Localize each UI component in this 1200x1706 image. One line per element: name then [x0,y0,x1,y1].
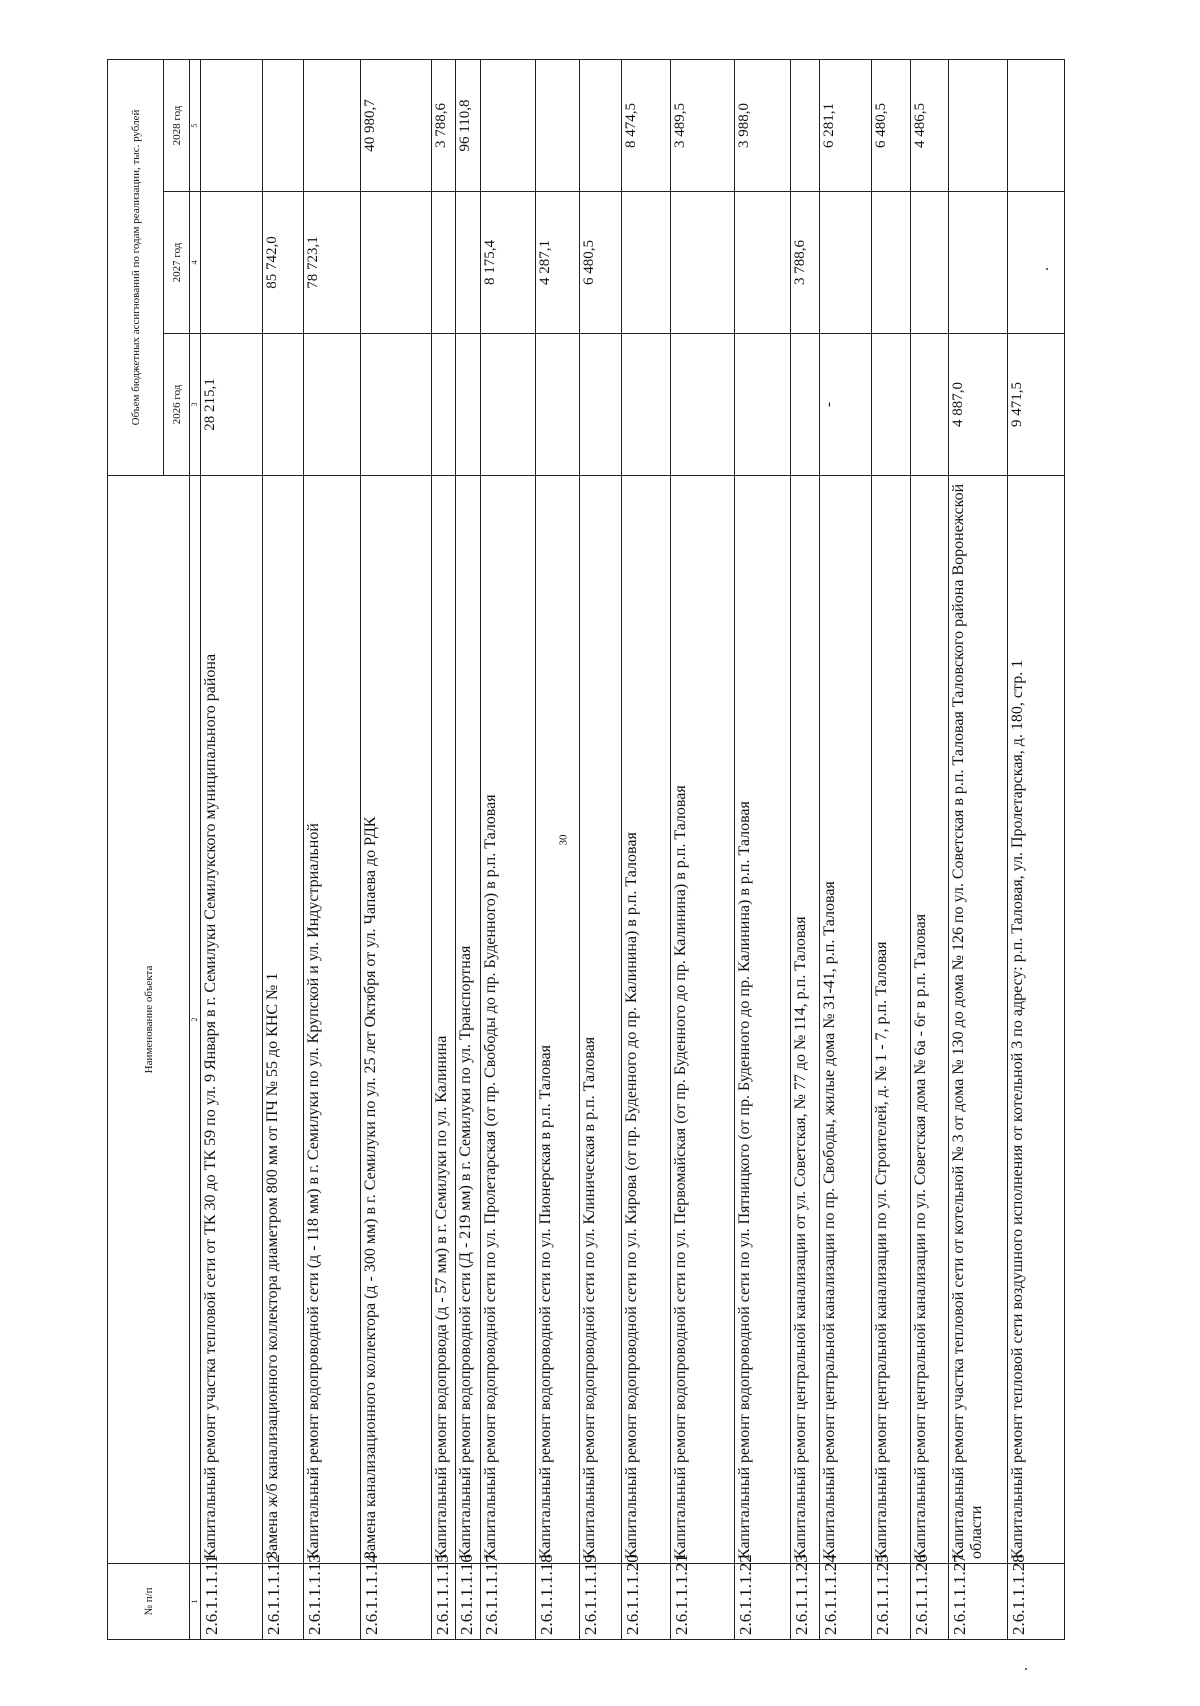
header-year-2028: 2028 год [164,59,190,191]
value-2027 [671,192,735,334]
column-number: 3 [190,334,201,476]
table-row [948,59,1007,1639]
value-2027 [820,192,872,334]
value-2026: 9 471,5 [1007,334,1064,476]
value-2027 [1007,192,1064,334]
table-row [621,59,670,1639]
value-2028 [791,59,820,191]
rotated-table-wrapper [107,60,1065,1640]
value-2027: 3 788,6 [791,192,820,334]
object-name: Замена ж/б канализационного коллектора диаметром 800 мм от ПЧ № 55 до КНС № 1 [263,476,304,1564]
table-row [535,59,579,1639]
value-2026 [263,334,304,476]
table-row [911,59,949,1639]
row-number: 2.6.1.1.1.26 [911,1564,949,1640]
object-name: Капитальный ремонт центральной канализации по ул. Советская дома № 6а - 6г в р.п. Таловая [911,476,949,1564]
object-name: Капитальный ремонт участка тепловой сети от ТК 30 до ТК 59 по ул. 9 Января в г. Семилуки Семилукского муниципального района [201,476,263,1564]
row-number: 2.6.1.1.1.25 [871,1564,911,1640]
column-number: 1 [190,1564,201,1640]
value-2027 [431,192,456,334]
column-number: 4 [190,192,201,334]
table-row [431,59,456,1639]
table-row [735,59,791,1639]
value-2028 [1007,59,1064,191]
row-number: 2.6.1.1.1.22 [735,1564,791,1640]
table-row [871,59,911,1639]
object-name: Капитальный ремонт водопроводной сети по ул. Первомайская (от пр. Буденного до пр. Калинина) в р.п. Таловая [671,476,735,1564]
value-2026 [456,334,481,476]
value-2026 [791,334,820,476]
table-row [671,59,735,1639]
value-2026: - [820,334,872,476]
value-2026 [481,334,536,476]
value-2027 [360,192,431,334]
value-2028 [481,59,536,191]
value-2028: 96 110,8 [456,59,481,191]
row-number: 2.6.1.1.1.11 [201,1564,263,1640]
value-2028: 8 474,5 [621,59,670,191]
row-number: 2.6.1.1.1.16 [456,1564,481,1640]
value-2027 [911,192,949,334]
value-2027: 6 480,5 [579,192,621,334]
header-name: Наименование объекта [108,476,190,1564]
table-row [820,59,872,1639]
table-row [360,59,431,1639]
value-2026 [535,334,579,476]
value-2026 [735,334,791,476]
value-2027: 78 723,1 [304,192,361,334]
object-name: Замена канализационного коллектора (д - 300 мм) в г. Семилуки по ул. 25 лет Октября от ул. Чапаева до РДК [360,476,431,1564]
row-number: 2.6.1.1.1.18 [535,1564,579,1640]
value-2028: 3 788,6 [431,59,456,191]
table-row [481,59,536,1639]
row-number: 2.6.1.1.1.21 [671,1564,735,1640]
value-2027 [621,192,670,334]
value-2026 [911,334,949,476]
value-2026 [871,334,911,476]
row-number: 2.6.1.1.1.23 [791,1564,820,1640]
value-2028 [579,59,621,191]
table-body [201,59,1065,1639]
row-number: 2.6.1.1.1.20 [621,1564,670,1640]
value-2028 [201,59,263,191]
object-name: Капитальный ремонт центральной канализации по ул. Строителей, д. № 1 - 7, р.п. Таловая [871,476,911,1564]
value-2027: 85 742,0 [263,192,304,334]
value-2027 [201,192,263,334]
row-number: 2.6.1.1.1.15 [431,1564,456,1640]
value-2028 [263,59,304,191]
scan-speck [1025,1668,1027,1670]
value-2028: 40 980,7 [360,59,431,191]
row-number: 2.6.1.1.1.12 [263,1564,304,1640]
object-name: Капитальный ремонт центральной канализации от ул. Советская, № 77 до № 114, р.п. Таловая [791,476,820,1564]
value-2026 [579,334,621,476]
value-2027: 4 287,1 [535,192,579,334]
value-2028 [948,59,1007,191]
value-2026 [621,334,670,476]
row-number: 2.6.1.1.1.28 [1007,1564,1064,1640]
value-2026 [671,334,735,476]
page-number: 30 [557,834,570,846]
value-2028: 3 489,5 [671,59,735,191]
value-2027 [871,192,911,334]
value-2028 [535,59,579,191]
object-name: Капитальный ремонт водопроводной сети по ул. Кирова (от пр. Буденного до пр. Калинина) в р.п. Таловая [621,476,670,1564]
header-year-2026: 2026 год [164,334,190,476]
header-num: № п/п [108,1564,190,1640]
row-number: 2.6.1.1.1.27 [948,1564,1007,1640]
column-number: 5 [190,59,201,191]
budget-table [107,59,1065,1640]
table-row [201,59,263,1639]
value-2028: 6 480,5 [871,59,911,191]
value-2026: 4 887,0 [948,334,1007,476]
object-name: Капитальный ремонт водопроводной сети по ул. Клиническая в р.п. Таловая [579,476,621,1564]
value-2028: 6 281,1 [820,59,872,191]
object-name: Капитальный ремонт водопровода (д - 57 мм) в г. Семилуки по ул. Калинина [431,476,456,1564]
value-2028: 3 988,0 [735,59,791,191]
object-name: Капитальный ремонт водопроводной сети (д - 118 мм) в г. Семилуки по ул. Крупской и ул. Индустриальной [304,476,361,1564]
object-name: Капитальный ремонт центральной канализации по пр. Свободы, жилые дома № 31-41, р.п. Таловая [820,476,872,1564]
value-2026 [431,334,456,476]
row-number: 2.6.1.1.1.14 [360,1564,431,1640]
table-row [791,59,820,1639]
row-number: 2.6.1.1.1.13 [304,1564,361,1640]
row-number: 2.6.1.1.1.24 [820,1564,872,1640]
row-number: 2.6.1.1.1.17 [481,1564,536,1640]
table-row [579,59,621,1639]
scan-speck [1046,268,1048,270]
object-name: Капитальный ремонт водопроводной сети (Д - 219 мм) в г. Семилуки по ул. Транспортная [456,476,481,1564]
object-name: Капитальный ремонт участка тепловой сети от котельной № 3 от дома № 130 до дома № 126 по ул. Советская в р.п. Таловая Таловского района Воронежской области [948,476,1007,1564]
value-2026 [360,334,431,476]
value-2028: 4 486,5 [911,59,949,191]
table-row [263,59,304,1639]
value-2027 [948,192,1007,334]
object-name: Капитальный ремонт водопроводной сети по ул. Пионерская в р.п. Таловая [535,476,579,1564]
value-2026: 28 215,1 [201,334,263,476]
object-name: Капитальный ремонт тепловой сети воздушного исполнения от котельной 3 по адресу: р.п. Таловая, ул. Пролетарская, д. 180, стр. 1 [1007,476,1064,1564]
table-row [304,59,361,1639]
value-2028 [304,59,361,191]
value-2026 [304,334,361,476]
table-row [456,59,481,1639]
object-name: Капитальный ремонт водопроводной сети по ул. Пятницкого (от пр. Буденного до пр. Калинина) в р.п. Таловая [735,476,791,1564]
value-2027 [735,192,791,334]
table-row [1007,59,1064,1639]
header-year-2027: 2027 год [164,192,190,334]
value-2027: 8 175,4 [481,192,536,334]
row-number: 2.6.1.1.1.19 [579,1564,621,1640]
header-budget: Объем бюджетных ассигнований по годам реализации, тыс. рублей [108,59,164,475]
value-2027 [456,192,481,334]
column-number: 2 [190,476,201,1564]
object-name: Капитальный ремонт водопроводной сети по ул. Пролетарская (от пр. Свободы до пр. Буденного) в р.п. Таловая [481,476,536,1564]
